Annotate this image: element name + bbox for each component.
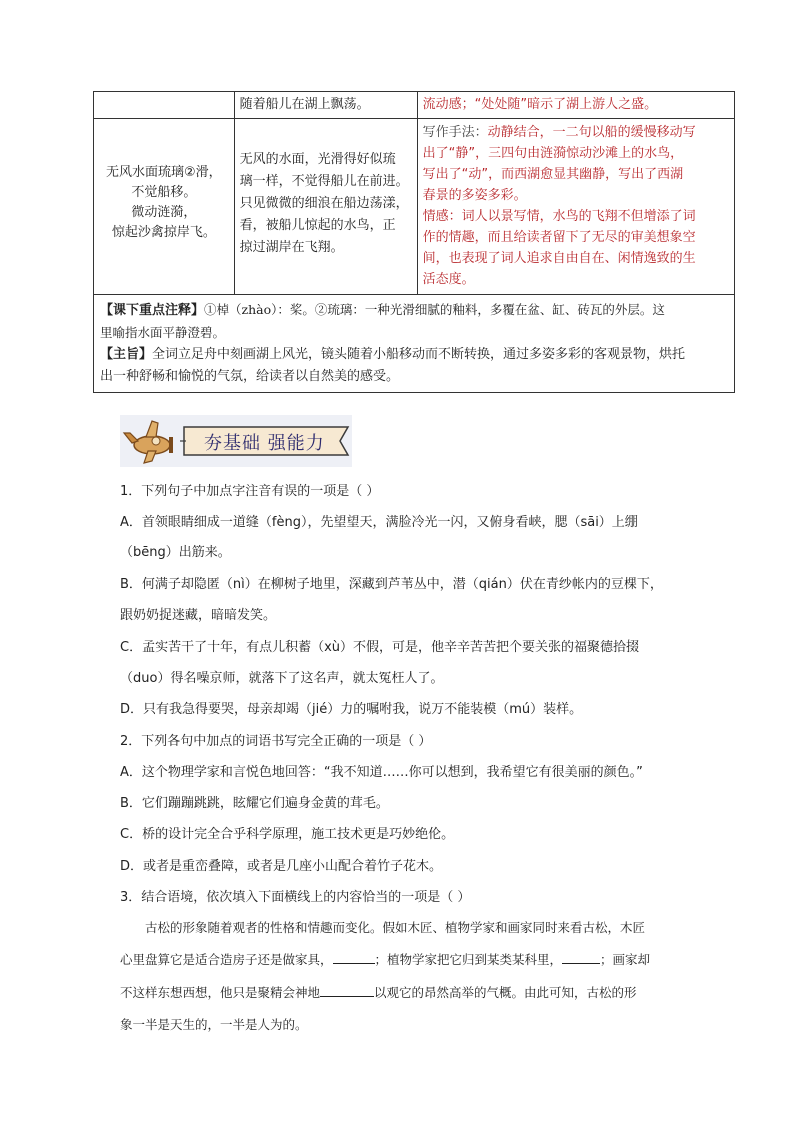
question-1-stem: 1．下列句子中加点字注音有误的一项是（ ） [120, 484, 380, 499]
passage-text: 不这样东想西想，他只是聚精会神地 [120, 985, 321, 1000]
technique-text: 出了“静”，三四句由涟漪惊动沙滩上的水鸟， [422, 146, 684, 161]
translation-line: 无风的水面，光滑得好似琉 [239, 152, 396, 167]
question-1-option-b: B．何满子却隐匿（nì）在柳树子地里，深藏到芦苇丛中，潜（qián）伏在青纱帐内的豆棵下， [120, 577, 663, 592]
emotion-text: 间，也表现了词人追求自由自在、闲情逸致的生 [422, 251, 696, 266]
table-cell-original [94, 119, 235, 295]
passage-line: 象一半是天生的，一半是人为的。 [120, 1017, 308, 1032]
passage-text: 以观它的昂然高举的气概。由此可知，古松的形 [374, 985, 637, 1000]
table-cell-analysis [417, 119, 734, 295]
table-cell-original [94, 92, 235, 119]
table-row-notes [94, 295, 735, 393]
technique-label: 写作手法： [422, 125, 488, 140]
original-line: 微动涟漪， [131, 205, 197, 220]
table-cell-analysis: 流动感；“处处随”暗示了湖上游人之盛。 [417, 92, 734, 119]
table-row [94, 119, 735, 295]
passage-line [120, 950, 720, 968]
notes-text: 里喻指水面平静澄碧。 [100, 325, 226, 340]
notes-line [100, 299, 728, 322]
technique-text: 写出了“动”，而西湖愈显其幽静，写出了西湖 [422, 167, 684, 182]
translation-line: 看，被船儿惊起的水鸟，正 [239, 218, 396, 233]
fill-blank-1[interactable] [333, 951, 375, 964]
emotion-line [423, 206, 729, 227]
question-1-option-c: C．孟实苦干了十年，有点儿积蓄（xù）不假，可是，他辛辛苦苦把个要关张的福聚德拾掇 [120, 640, 640, 655]
notes-label: 【课下重点注释】 [100, 303, 205, 318]
theme-text: 出一种舒畅和愉悦的气氛，给读者以自然美的感受。 [100, 369, 400, 384]
technique-line [423, 122, 729, 143]
question-3-stem: 3．结合语境，依次填入下面横线上的内容恰当的一项是（ ） [120, 890, 471, 905]
question-2-stem: 2．下列各句中加点的词语书写完全正确的一项是（ ） [120, 734, 432, 749]
notes-text: ①棹（zhào）：桨。②琉璃：一种光滑细腻的釉料，多覆在盆、缸、砖瓦的外层。这 [204, 302, 665, 317]
question-1-option-d: D．只有我急得要哭，母亲却竭（jié）力的嘱咐我，说万不能装模（mú）装样。 [120, 702, 583, 717]
airplane-icon [122, 417, 182, 465]
question-2-option-b: B．它们蹦蹦跳跳，眩耀它们遍身金黄的茸毛。 [120, 796, 389, 811]
fill-blank-2[interactable] [562, 951, 600, 964]
emotion-label: 情感： [422, 209, 462, 224]
table-row [94, 92, 735, 119]
table-cell-translation [234, 119, 417, 295]
question-2-option-a: A．这个物理学家和言悦色地回答：“我不知道……你可以想到，我希望它有很美丽的颜色。” [120, 765, 643, 780]
passage-line: 古松的形象随着观者的性格和情趣而变化。假如木匠、植物学家和画家同时来看古松，木匠 [145, 920, 646, 935]
passage-line [120, 983, 720, 1001]
emotion-text: 作的情趣，而且给读者留下了无尽的审美想象空 [422, 230, 696, 245]
technique-text: 动静结合，一二句以船的缓慢移动写 [487, 125, 696, 140]
question-2-option-d: D．或者是重峦叠障，或者是几座小山配合着竹子花木。 [120, 859, 443, 874]
question-1-option-b-cont: 跟奶奶捉迷藏，暗暗发笑。 [120, 608, 277, 623]
annotation-table [93, 91, 735, 393]
question-1-option-c-cont: （duo）得名噪京师，就落下了这名声，就太冤枉人了。 [120, 671, 444, 686]
banner-title: 夯基础 强能力 [204, 433, 325, 454]
translation-line: 璃一样，不觉得船儿在前进。 [239, 174, 409, 189]
question-1-option-a-cont: （bēng）出筋来。 [120, 545, 231, 560]
notes-cell [94, 295, 735, 393]
emotion-text: 活态度。 [422, 272, 475, 287]
translation-line: 只见微微的细浪在船边荡漾， [239, 196, 409, 211]
original-line: 惊起沙禽掠岸飞。 [111, 225, 216, 240]
question-1-option-a: A．首领眼睛细成一道缝（fèng），先望望天，满脸冷光一闪，又俯身看峡，腮（sāi）上绷 [120, 515, 638, 530]
theme-text: 全词立足舟中刻画湖上风光，镜头随着小船移动而不断转换，通过多姿多彩的客观景物，烘托 [152, 347, 686, 362]
original-line: 不觉船移。 [131, 185, 197, 200]
translation-line: 掠过湖岸在飞翔。 [239, 240, 344, 255]
passage-text: ；画家却 [600, 952, 651, 967]
fill-blank-3[interactable] [320, 984, 374, 997]
emotion-text: 词人以景写情，水鸟的飞翔不但增添了词 [461, 209, 696, 224]
passage-text: ；植物学家把它归到某类某科里， [374, 952, 563, 967]
passage-text: 心里盘算它是适合造房子还是做家具， [120, 952, 333, 967]
question-2-option-c: C．桥的设计完全合乎科学原理，施工技术更是巧妙绝伦。 [120, 827, 455, 842]
theme-label: 【主旨】 [100, 347, 153, 362]
original-line: 无风水面琉璃②滑， [106, 165, 222, 180]
theme-line [100, 344, 728, 366]
technique-text: 春景的多姿多彩。 [422, 188, 527, 203]
section-banner [120, 415, 352, 467]
table-cell-translation: 随着船儿在湖上飘荡。 [234, 92, 417, 119]
